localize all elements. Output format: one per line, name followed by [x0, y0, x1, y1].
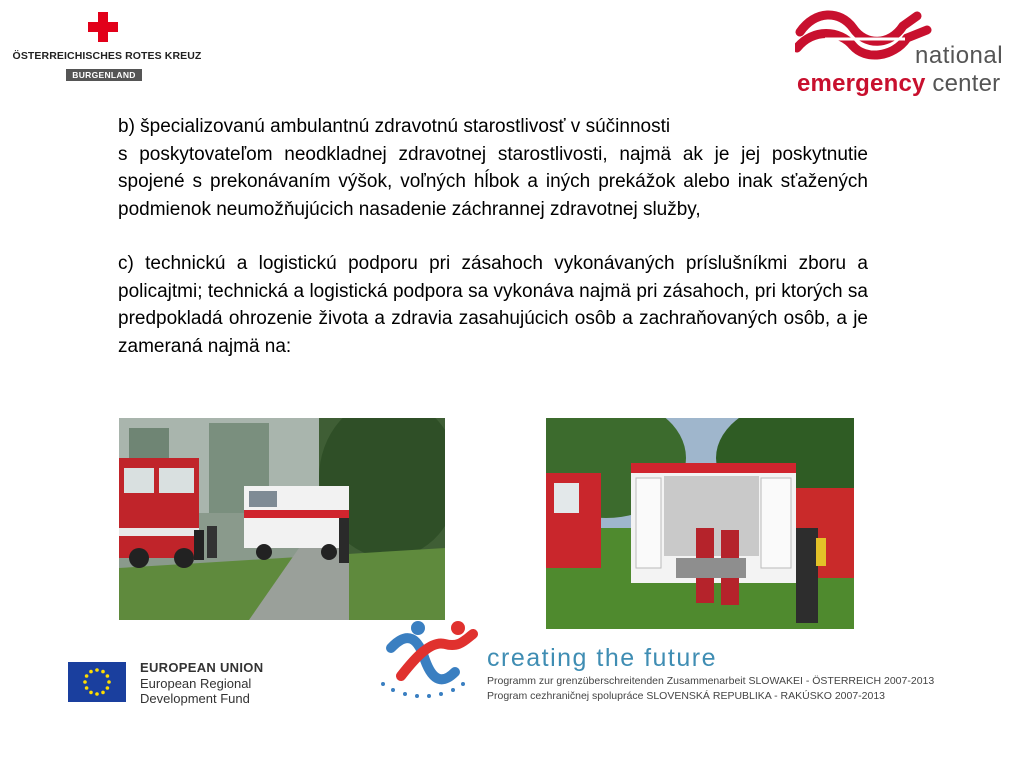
nec-emergency-text: [797, 70, 1000, 98]
paragraph-b-body: s poskytovateľom neodkladnej zdravotnej starostlivosti, najmä ak je jej poskytnutie spojené s prekonávaním výšok, voľných hĺbok a iných prekážok alebo inak sťažených podmienok neumožňujúcich nasadenie záchrannej zdravotnej služby,: [118, 143, 868, 220]
nec-center-word: center: [932, 70, 1001, 97]
main-text: [118, 113, 868, 360]
red-cross-icon: [88, 12, 118, 42]
red-cross-logo: [12, 12, 202, 84]
eu-line1: EUROPEAN UNION: [140, 660, 264, 675]
paragraph-b-heading: b) špecializovanú ambulantnú zdravotnú starostlivosť v súčinnosti: [118, 116, 671, 137]
programme-line-sk: Program cezhraničnej spolupráce SLOVENSKÁ REPUBLIKA - RAKÚSKO 2007-2013: [487, 690, 886, 702]
creating-the-future-logo-icon: [373, 620, 485, 700]
programme-line-de: Programm zur grenzüberschreitenden Zusammenarbeit SLOWAKEI - ÖSTERREICH 2007-2013: [487, 675, 935, 687]
red-cross-region: BURGENLAND: [66, 69, 142, 81]
photo-ambulance-rain: [119, 418, 445, 620]
creating-the-future-title: creating the future: [487, 644, 718, 672]
eu-fund-text: [140, 660, 263, 707]
eu-line3: Development Fund: [140, 691, 250, 706]
nec-wave-icon: [795, 8, 935, 68]
eu-flag-icon: [68, 662, 126, 702]
eu-line2: European Regional: [140, 675, 252, 691]
national-emergency-center-logo: [795, 8, 1015, 96]
photo-firefighters-ambulance: [546, 418, 854, 629]
red-cross-name: ÖSTERREICHISCHES ROTES KREUZ: [12, 50, 202, 62]
nec-emergency-word: emergency: [797, 70, 926, 97]
paragraph-c: c) technickú a logistickú podporu pri zásahoch vykonávaných príslušníkmi zboru a policajtmi; technická a logistická podpora sa vykonáva najmä pri zásahoch, pri ktorých sa predpokladá ohrozenie života a zdravia zasahujúcich osôb a zachraňovaných osôb, a je zameraná najmä na:: [118, 253, 868, 357]
nec-national-text: national: [915, 42, 1004, 69]
